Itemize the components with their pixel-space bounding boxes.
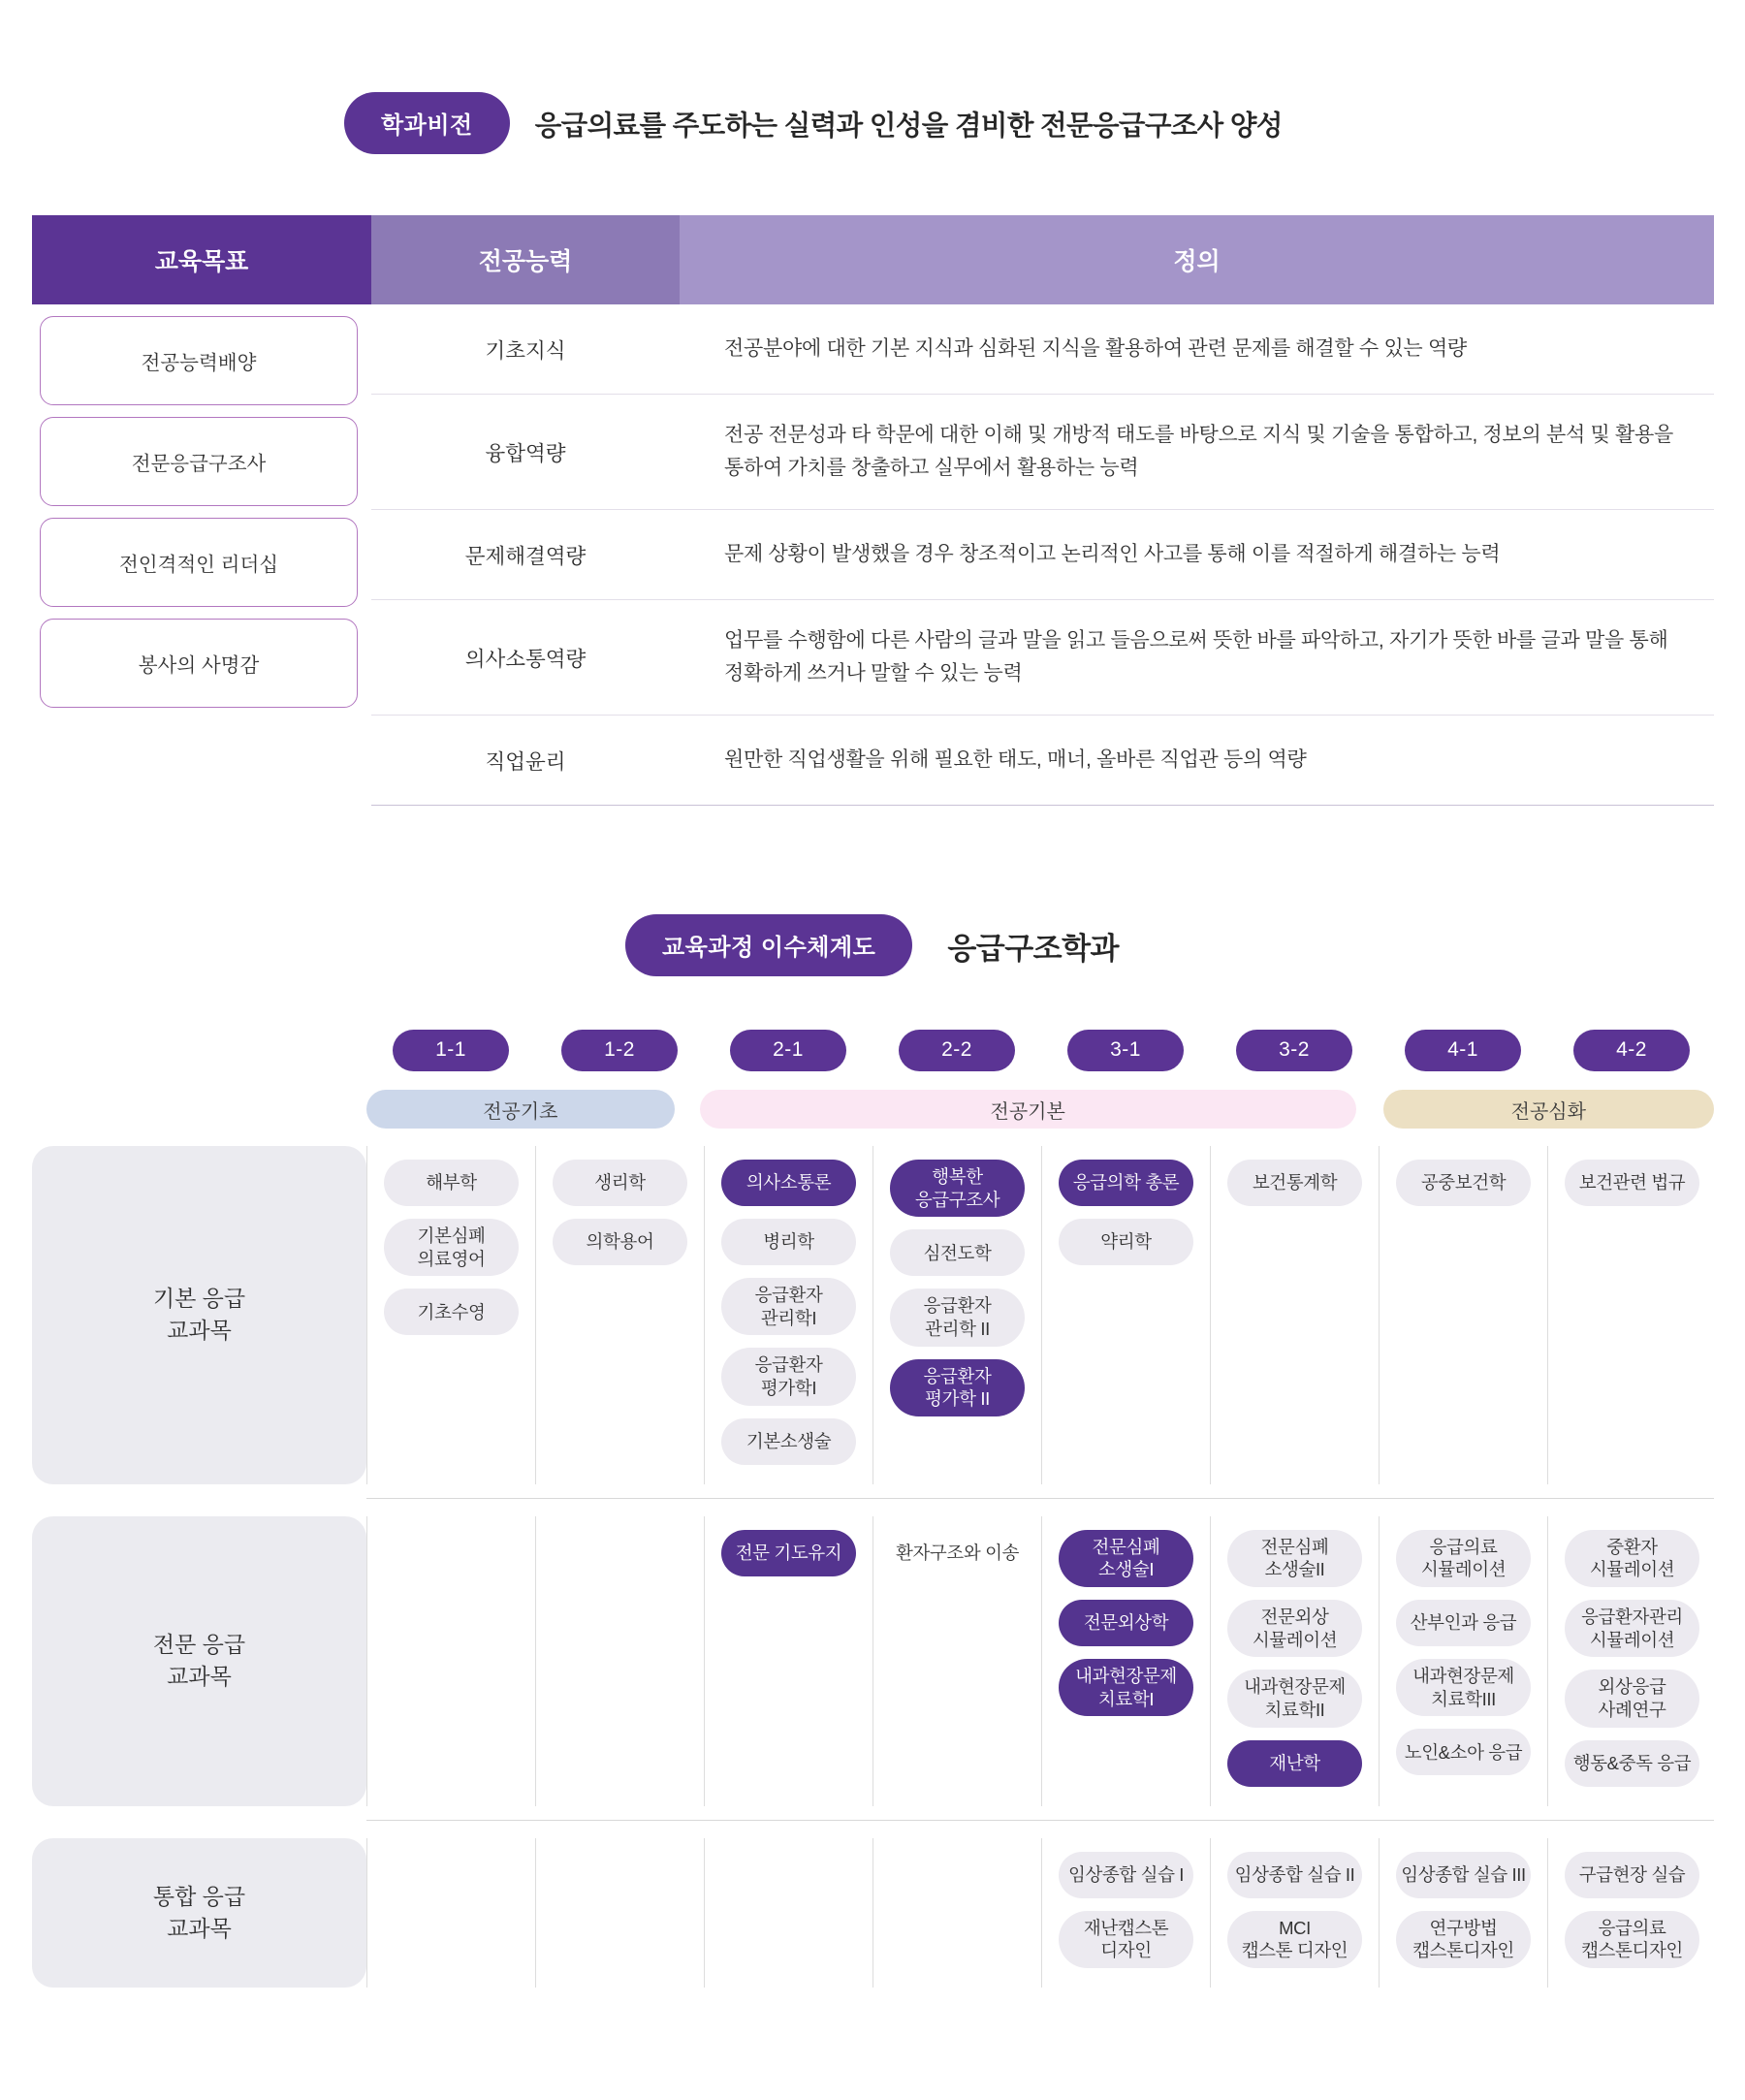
- row-label-integrated: [32, 1838, 366, 1988]
- course-chip[interactable]: 응급환자 평가학 II: [890, 1359, 1025, 1416]
- table-row: [371, 716, 1714, 806]
- course-chip[interactable]: 연구방법 캡스톤디자인: [1396, 1911, 1531, 1968]
- course-chip[interactable]: 의사소통론: [721, 1160, 856, 1206]
- goal-box: 전공능력배양: [40, 316, 358, 405]
- row-label-line1: 전문 응급: [152, 1631, 246, 1657]
- competency-name: 직업윤리: [485, 749, 566, 774]
- row-divider: [366, 1498, 1714, 1499]
- track-bar-advanced: 전공심화: [1383, 1090, 1714, 1129]
- course-chip[interactable]: 심전도학: [890, 1229, 1025, 1276]
- course-chip[interactable]: 기초수영: [384, 1289, 519, 1335]
- curriculum-grid: [32, 1030, 1714, 1988]
- course-chip[interactable]: 생리학: [553, 1160, 687, 1206]
- course-chip[interactable]: 응급환자 평가학I: [721, 1348, 856, 1405]
- course-cell: [1548, 1146, 1717, 1484]
- course-chip[interactable]: 전문외상 시뮬레이션: [1227, 1600, 1362, 1657]
- course-chip[interactable]: 응급의료 시뮬레이션: [1396, 1530, 1531, 1587]
- course-cell: [367, 1516, 536, 1806]
- course-chip[interactable]: 임상종합 실습 III: [1396, 1852, 1531, 1898]
- competency-definition: 업무를 수행함에 다른 사람의 글과 말을 읽고 들음으로써 뜻한 바를 파악하고, 자기가 뜻한 바를 글과 말을 통해 정확하게 쓰거나 말할 수 있는 능력: [724, 628, 1668, 684]
- semester-chip: 4-2: [1573, 1030, 1690, 1071]
- course-chip[interactable]: 기본심폐 의료영어: [384, 1219, 519, 1276]
- course-chip[interactable]: 내과현장문제 치료학I: [1059, 1659, 1193, 1716]
- curriculum-header: [0, 806, 1745, 976]
- curriculum-row-advanced: [32, 1516, 1714, 1806]
- course-chip[interactable]: 전문심폐 소생술I: [1059, 1530, 1193, 1587]
- course-chip[interactable]: 보건관련 법규: [1565, 1160, 1699, 1206]
- course-cell: [705, 1516, 873, 1806]
- goal-box: 전인격적인 리더십: [40, 518, 358, 607]
- course-chip[interactable]: 행복한 응급구조사: [890, 1160, 1025, 1217]
- semester-chip: 1-2: [561, 1030, 678, 1071]
- semester-chip: 2-2: [899, 1030, 1015, 1071]
- course-cell: [536, 1146, 705, 1484]
- course-chip[interactable]: 임상종합 실습 I: [1059, 1852, 1193, 1898]
- course-chip[interactable]: 내과현장문제 치료학III: [1396, 1659, 1531, 1716]
- course-chip[interactable]: 외상응급 사례연구: [1565, 1670, 1699, 1727]
- row-label-basic: [32, 1146, 366, 1484]
- course-chip[interactable]: 공중보건학: [1396, 1160, 1531, 1206]
- course-cell: [1548, 1838, 1717, 1988]
- course-chip[interactable]: 재난캡스톤 디자인: [1059, 1911, 1193, 1968]
- course-chip[interactable]: 응급환자 관리학 II: [890, 1289, 1025, 1346]
- course-chip[interactable]: 약리학: [1059, 1219, 1193, 1265]
- course-cell: [1211, 1146, 1380, 1484]
- row-label-advanced: [32, 1516, 366, 1806]
- course-chip[interactable]: 응급의료 캡스톤디자인: [1565, 1911, 1699, 1968]
- semester-chip: 2-1: [730, 1030, 846, 1071]
- track-row: [366, 1090, 1714, 1129]
- course-cell: [873, 1146, 1042, 1484]
- competency-definition: 전공 전문성과 타 학문에 대한 이해 및 개방적 태도를 바탕으로 지식 및 기술을 통합하고, 정보의 분석 및 활용을 통하여 가치를 창출하고 실무에서 활용하는 능력: [724, 423, 1674, 479]
- course-chip[interactable]: 산부인과 응급: [1396, 1600, 1531, 1646]
- table-row: [371, 510, 1714, 600]
- row-label-line2: 교과목: [167, 1915, 232, 1941]
- semester-chip: 3-2: [1236, 1030, 1352, 1071]
- row-label-line2: 교과목: [167, 1664, 232, 1690]
- curriculum-badge: 교육과정 이수체계도: [625, 914, 912, 976]
- course-cell: [1211, 1516, 1380, 1806]
- track-bar-basic: 전공기초: [366, 1090, 675, 1129]
- competency-name: 융합역량: [485, 441, 566, 465]
- course-cell: [367, 1146, 536, 1484]
- competency-name: 의사소통역량: [464, 647, 587, 671]
- curriculum-title: 응급구조학과: [947, 931, 1120, 966]
- course-chip[interactable]: 병리학: [721, 1219, 856, 1265]
- course-chip[interactable]: 행동&중독 응급: [1565, 1740, 1699, 1787]
- course-cell: [536, 1516, 705, 1806]
- course-chip[interactable]: 환자구조와 이송: [895, 1542, 1020, 1563]
- course-cell: [1380, 1146, 1548, 1484]
- table-row: [371, 304, 1714, 395]
- course-chip[interactable]: 응급환자관리 시뮬레이션: [1565, 1600, 1699, 1657]
- row-label-line1: 통합 응급: [152, 1883, 246, 1909]
- goal-column-header: 교육목표: [32, 215, 371, 304]
- course-cell: [1380, 1516, 1548, 1806]
- competency-definition: 문제 상황이 발생했을 경우 창조적이고 논리적인 사고를 통해 이를 적절하게 해결하는 능력: [724, 542, 1501, 565]
- course-chip[interactable]: 전문 기도유지: [721, 1530, 856, 1576]
- education-goal-table: [32, 215, 1714, 806]
- course-chip[interactable]: 응급환자 관리학I: [721, 1278, 856, 1335]
- course-chip[interactable]: 해부학: [384, 1160, 519, 1206]
- row-label-line1: 기본 응급: [152, 1286, 246, 1311]
- goal-box: 봉사의 사명감: [40, 619, 358, 708]
- course-chip[interactable]: 노인&소아 응급: [1396, 1729, 1531, 1775]
- competency-column-header: 전공능력: [371, 215, 680, 304]
- course-chip[interactable]: 보건통계학: [1227, 1160, 1362, 1206]
- goal-column: [32, 215, 371, 719]
- course-cell: [705, 1838, 873, 1988]
- course-chip[interactable]: 임상종합 실습 II: [1227, 1852, 1362, 1898]
- row-divider: [366, 1820, 1714, 1821]
- course-cell: [1380, 1838, 1548, 1988]
- course-chip[interactable]: 구급현장 실습: [1565, 1852, 1699, 1898]
- course-chip[interactable]: 재난학: [1227, 1740, 1362, 1787]
- definition-column-header: 정의: [680, 215, 1714, 304]
- vision-statement: 응급의료를 주도하는 실력과 인성을 겸비한 전문응급구조사 양성: [534, 110, 1283, 142]
- course-cell: [536, 1838, 705, 1988]
- vision-badge: 학과비전: [344, 92, 510, 154]
- semester-chip: 3-1: [1067, 1030, 1184, 1071]
- course-cell: [873, 1516, 1042, 1806]
- table-row: [371, 395, 1714, 510]
- course-chip[interactable]: 중환자 시뮬레이션: [1565, 1530, 1699, 1587]
- semester-chip: 1-1: [393, 1030, 509, 1071]
- course-cell: [1042, 1146, 1211, 1484]
- competency-definition: 원만한 직업생활을 위해 필요한 태도, 매너, 올바른 직업관 등의 역량: [724, 748, 1307, 771]
- competency-name: 문제해결역량: [464, 544, 587, 568]
- course-chip[interactable]: 기본소생술: [721, 1418, 856, 1465]
- goal-box-list: [32, 304, 371, 708]
- course-cell: [1042, 1838, 1211, 1988]
- course-cell: [873, 1838, 1042, 1988]
- course-chip[interactable]: 응급의학 총론: [1059, 1160, 1193, 1206]
- vision-header: [0, 0, 1745, 154]
- course-chip[interactable]: 전문외상학: [1059, 1600, 1193, 1646]
- course-chip[interactable]: MCI 캡스톤 디자인: [1227, 1911, 1362, 1968]
- row-label-line2: 교과목: [167, 1318, 232, 1344]
- table-row: [371, 600, 1714, 716]
- course-chip[interactable]: 내과현장문제 치료학II: [1227, 1670, 1362, 1727]
- course-cell: [367, 1838, 536, 1988]
- track-bar-core: 전공기본: [700, 1090, 1356, 1129]
- course-cell: [1042, 1516, 1211, 1806]
- competency-table: [371, 215, 1714, 806]
- goal-box: 전문응급구조사: [40, 417, 358, 506]
- course-chip[interactable]: 전문심폐 소생술II: [1227, 1530, 1362, 1587]
- semester-row: [366, 1030, 1714, 1071]
- course-chip[interactable]: 의학용어: [553, 1219, 687, 1265]
- curriculum-row-basic: [32, 1146, 1714, 1484]
- competency-definition: 전공분야에 대한 기본 지식과 심화된 지식을 활용하여 관련 문제를 해결할 수 있는 역량: [724, 336, 1467, 360]
- competency-name: 기초지식: [485, 338, 566, 363]
- course-cell: [1211, 1838, 1380, 1988]
- semester-chip: 4-1: [1405, 1030, 1521, 1071]
- course-cell: [1548, 1516, 1717, 1806]
- course-cell: [705, 1146, 873, 1484]
- curriculum-row-integrated: [32, 1838, 1714, 1988]
